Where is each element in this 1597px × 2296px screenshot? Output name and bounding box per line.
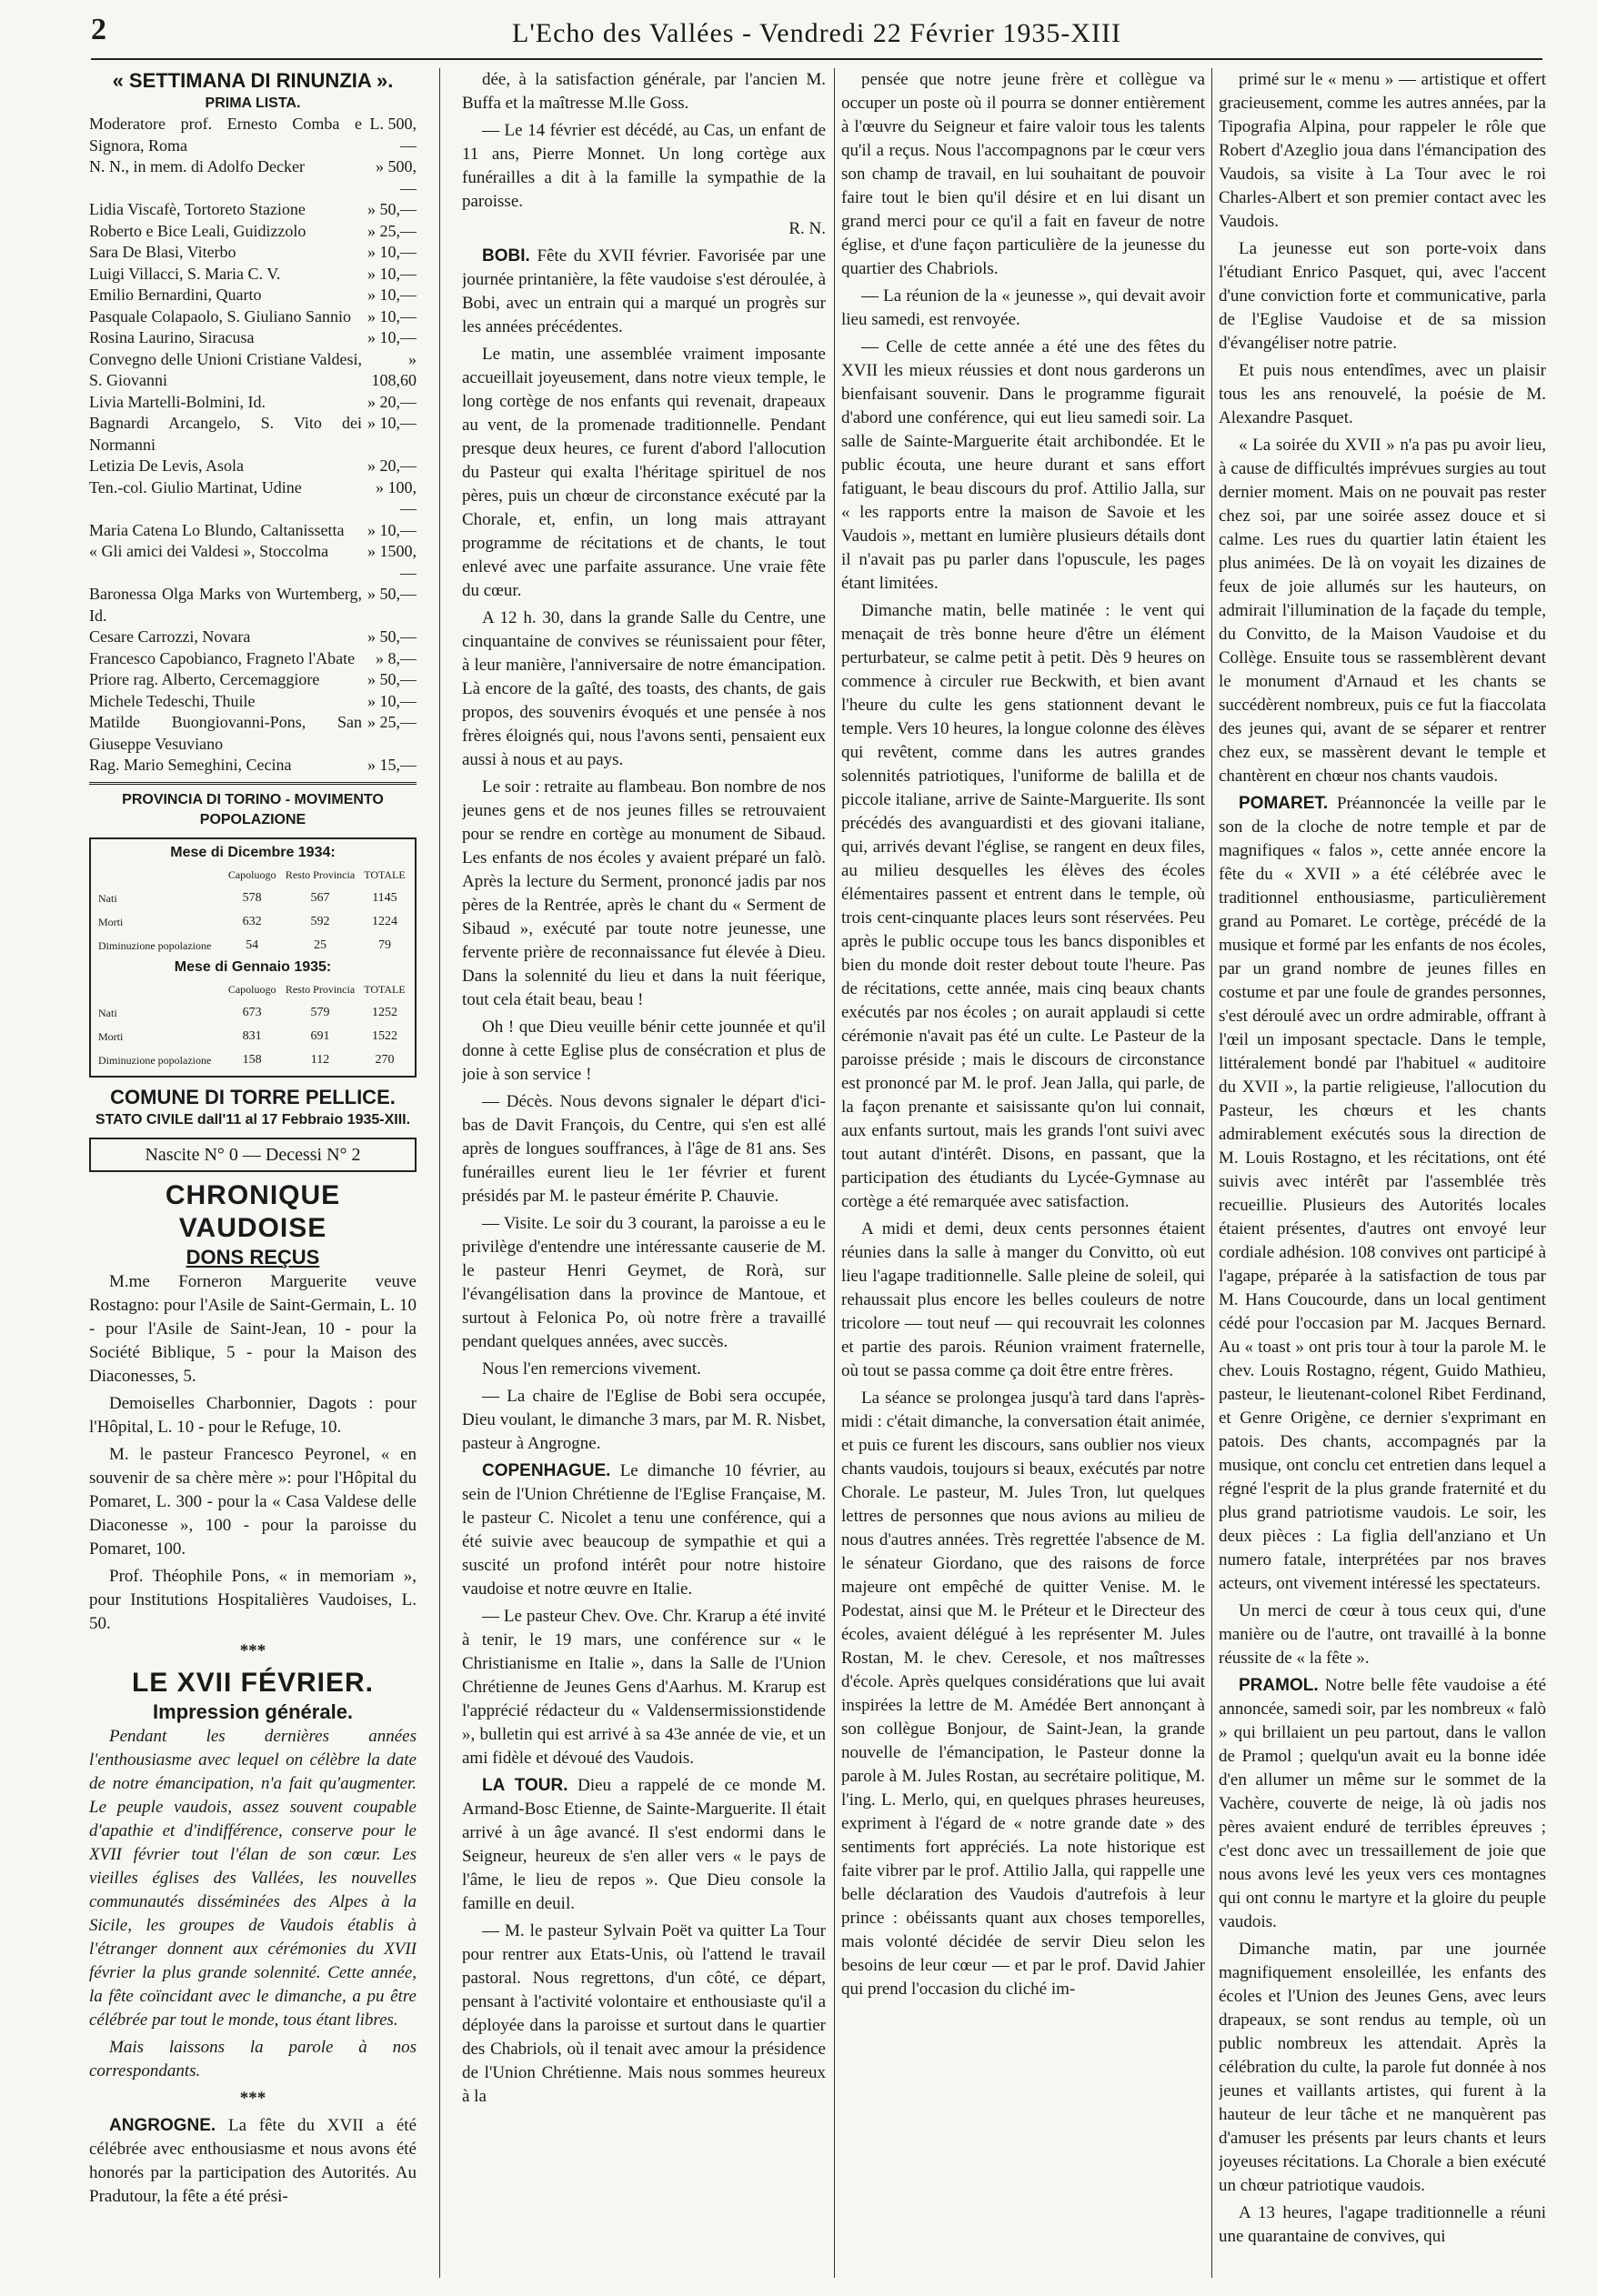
stats-cell: Nati xyxy=(98,1006,117,1019)
donation-row xyxy=(89,285,417,306)
stats-cell: 1145 xyxy=(372,890,397,905)
column-2 xyxy=(462,68,826,2278)
stats-header xyxy=(96,978,224,1001)
copen-first: Le dimanche 10 février, au sein de l'Union Chrétienne de l'Eglise Française, M. le pasteur C. Nicolet a tenu une conférence, qui a été suivie avec beaucoup de sympathie et qui a suscité un profond intérêt pour notre histoire vaudoise et notre œuvre en Italie. xyxy=(462,1461,826,1599)
latour-lead: LA TOUR. xyxy=(482,1776,568,1795)
donation-row xyxy=(89,584,417,627)
dons-paragraph: M.me Forneron Marguerite veuve Rostagno: pour l'Asile de Saint-Germain, L. 10 - pour l'Asile de Saint-Jean, 10 - pour la Société Biblique, 5 - pour la Maison des Diaconesses, 5. xyxy=(89,1271,417,1386)
donation-amount: » 10,— xyxy=(367,691,417,710)
bobi-paragraph: Oh ! que Dieu veuille bénir cette jounnée et qu'il donne à cette Eglise plus de consécration et plus de joie à son service ! xyxy=(462,1018,826,1084)
column-3-paragraph: pensée que notre jeune frère et collègue va occuper un poste où il pourra se donner entièrement à l'œuvre du Seigneur et faire valoir tous les talents qu'il a reçus. Nous l'accompagnons par le cœur vers son champ de travail, en lui souhaitant de pouvoir faire tout le bien qu'il désire et en lui disant un grand merci pour ce qu'il a fait en faveur de notre église, et d'une façon particulière de la jeunesse du quartier des Chabriols. xyxy=(841,70,1205,278)
nascite-box: Nascite N° 0 — Decessi N° 2 xyxy=(89,1138,417,1172)
bobi-paragraph: Nous l'en remercions vivement. xyxy=(482,1359,701,1379)
stats-header: TOTALE xyxy=(364,982,406,996)
column-2-intro xyxy=(462,68,826,241)
donation-row xyxy=(89,669,417,691)
donation-amount: » 8,— xyxy=(376,648,417,667)
donation-list xyxy=(89,114,417,777)
donor-name: Lidia Viscafè, Tortoreto Stazione xyxy=(89,200,306,218)
angrogne-paragraph xyxy=(89,2114,417,2209)
page-number: 2 xyxy=(91,13,106,46)
donor-name: Cesare Carrozzi, Novara xyxy=(89,627,251,646)
pomaret-second: Un merci de cœur à tous ceux qui, d'une manière ou de l'autre, ont travaillé à la bonne réussite de « la fête ». xyxy=(1219,1601,1546,1668)
stats-header: TOTALE xyxy=(364,867,406,881)
bobi-text xyxy=(462,343,826,1456)
stats-cell: 691 xyxy=(310,1028,330,1043)
stats-cell: 158 xyxy=(242,1052,262,1067)
mais-paragraph: Mais laissons la parole à nos correspondants. xyxy=(89,2037,417,2080)
column-3-paragraph: La séance se prolongea jusqu'à tard dans l'après-midi : c'était dimanche, la conversation était animée, et puis ce furent les discours, sans oublier nos vieux chants vaudois, toujours si beaux, exécutés par notre Chorale. Le pasteur, M. Jules Tron, lut quelques lettres de personnes que nous avions au milieu de nous d'autres années. Très regrettée l'absence de M. le sénateur Giordano, que des raisons de force majeure ont empêché de quitter Venise. M. le Podestat, ainsi que M. le Préteur et le Directeur des écoles, avaient délégué à les représenter M. Jules Rostan, M. le chev. Ceresole, et nos maîtresses d'école. Après quelques considérations que lui avait inspirées la lettre de M. Amédée Bert annonçant à son collègue Bonjour, de Saint-Jean, la grande nouvelle de l'émancipation, le Pasteur donne la parole à M. Jules Rostan, au secrétaire politique, M. l'ing. L. Merlo, qui, en quelques phrases heureuses, expriment à l'égard de « notre grande date » des sentiments fort appréciés. La note historique est faite vibrer par le prof. Attilio Jalla, qui rappelle une belle déclaration des Vaudois d'autrefois à leur prince : obéissants quant aux choses temporelles, mais volonté décidée de servir Dieu selon les besoins de leur cœur — et par le prof. David Jahier qui prend l'occasion du cliché im- xyxy=(841,1389,1205,1999)
donation-row xyxy=(89,264,417,286)
donor-name: Maria Catena Lo Blundo, Caltanissetta xyxy=(89,520,345,539)
donation-amount: » 25,— xyxy=(367,221,417,240)
donor-name: Convegno delle Unioni Cristiane Valdesi, S. Giovanni xyxy=(89,349,362,389)
stats-month-title: Mese di Dicembre 1934: xyxy=(170,844,336,860)
settimana-title: « SETTIMANA DI RINUNZIA ». xyxy=(112,69,394,92)
donation-amount: » 50,— xyxy=(367,585,417,603)
donor-name: Bagnardi Arcangelo, S. Vito dei Normanni xyxy=(89,414,362,454)
stats-cell: 79 xyxy=(377,937,391,952)
stats-cell: 54 xyxy=(246,937,259,952)
donor-name: Emilio Bernardini, Quarto xyxy=(89,286,262,304)
column-2-paragraph: dée, à la satisfaction générale, par l'ancien M. Buffa et la maîtresse M.lle Goss. xyxy=(462,70,826,113)
stats-cell: 632 xyxy=(242,914,262,928)
separator-stars: *** xyxy=(239,1640,266,1660)
donation-row xyxy=(89,755,417,777)
donation-amount: » 10,— xyxy=(367,286,417,304)
pramol-lead: PRAMOL. xyxy=(1239,1676,1319,1695)
stats-cell: 1522 xyxy=(371,1028,397,1043)
column-rule xyxy=(439,68,440,2278)
bobi-paragraph xyxy=(462,245,826,339)
donation-amount: » 50,— xyxy=(367,200,417,218)
donation-amount: » 25,— xyxy=(367,713,417,731)
donation-amount: » 50,— xyxy=(367,670,417,688)
copen-lead: COPENHAGUE. xyxy=(482,1461,611,1480)
pramol-first: Notre belle fête vaudoise a été annoncée, samedi soir, par les nombreux « falò » qui brillaient un peu partout, dans le vallon de Pramol ; quelqu'un avait eu la bonne idée d'en allumer un même sur le sommet de la Vachère, couverte de neige, là où jadis nos pères avaient enduré de terribles épreuves ; c'est donc avec un tressaillement de joie que nous avons levé les yeux vers ces montagnes qui ont connu le martyre et la gloire du peuple vaudois. xyxy=(1219,1676,1546,1931)
donor-name: Rosina Laurino, Siracusa xyxy=(89,328,255,346)
dons-text xyxy=(89,1270,417,1636)
donation-row xyxy=(89,221,417,243)
donor-name: N. N., in mem. di Adolfo Decker xyxy=(89,157,305,175)
stats-cell: 112 xyxy=(310,1052,330,1067)
donation-row xyxy=(89,327,417,349)
dons-paragraph: Demoiselles Charbonnier, Dagots : pour l'Hôpital, L. 10 - pour le Refuge, 10. xyxy=(89,1393,417,1437)
donor-name: Matilde Buongiovanni-Pons, San Giuseppe Vesuviano xyxy=(89,713,362,753)
column-2-paragraph: — Le 14 février est décédé, au Cas, un enfant de 11 ans, Pierre Monnet. Un long cortège aux funérailles a dit à la famille la sympathie de la paroisse. xyxy=(462,121,826,211)
bobi-paragraph: Le matin, une assemblée vraiment imposante accueillait joyeusement, dans notre vieux temple, le long cortège de nos enfants qui revenait, drapeaux au vent, de la promenade traditionnelle. Pendant presque deux heures, ce furent d'abord l'allocution du Pasteur qui exalta l'héritage spirituel de nos pères, puis un chœur de circonstance exécuté par la Chorale, et, enfin, un long mais attrayant programme de récitations et de chants, le tout enlevé avec une parfaite assurance. Une vraie fête du cœur. xyxy=(462,345,826,600)
donation-amount: » 10,— xyxy=(367,243,417,261)
donation-amount: » 50,— xyxy=(367,627,417,646)
column-rule xyxy=(834,68,835,2278)
chronique-title: CHRONIQUE VAUDOISE xyxy=(165,1179,341,1243)
donation-row xyxy=(89,306,417,328)
population-box xyxy=(89,837,417,1078)
provincia-title: PROVINCIA DI TORINO - MOVIMENTO POPOLAZIONE xyxy=(122,791,384,827)
donation-amount: » 10,— xyxy=(367,520,417,539)
stats-cell: 831 xyxy=(242,1028,262,1043)
donation-row xyxy=(89,456,417,477)
column-1 xyxy=(89,68,417,2278)
donation-row xyxy=(89,691,417,713)
donation-amount: » 10,— xyxy=(367,328,417,346)
angrogne-lead: ANGROGNE. xyxy=(109,2115,216,2135)
column-4-paragraph: « La soirée du XVII » n'a pas pu avoir lieu, à cause de difficultés imprévues surgies au tout dernier moment. Mais on ne pouvait pas rester chez soi, par une soirée assez douce et si calme. Les rues du quartier latin étaient les plus animées. De là on voyait les dizaines de feux de joie allumés sur les hauteurs, on admirait l'illumination de la façade du temple, du Convitto, de la Maison Vaudoise et du Collège. Ensuite tous se rassemblèrent devant le monument d'Arnaud et les chants se succédèrent nombreux, puis ce fut la fiaccolata des jeunes qui, avant de se séparer et rentrer chez eux, se massèrent devant le temple et chantèrent en chœur nos chants vaudois. xyxy=(1219,436,1546,786)
column-3-paragraph: — La réunion de la « jeunesse », qui devait avoir lieu samedi, est renvoyée. xyxy=(841,286,1205,329)
donation-amount: » 108,60 xyxy=(371,349,417,389)
donation-amount: » 20,— xyxy=(367,456,417,475)
donation-row xyxy=(89,477,417,520)
column-4-paragraph: Et puis nous entendîmes, avec un plaisir tous les ans renouvelé, la poésie de M. Alexandre Pasquet. xyxy=(1219,361,1546,427)
donation-row xyxy=(89,392,417,414)
stats-header: Resto Provincia xyxy=(285,867,356,881)
column-4-intro xyxy=(1219,68,1546,788)
donation-row xyxy=(89,627,417,648)
stats-cell: 592 xyxy=(310,914,330,928)
pomaret-paragraph xyxy=(1219,792,1546,1596)
donation-row xyxy=(89,114,417,156)
donation-amount: » 500,— xyxy=(376,157,417,197)
stats-cell: 567 xyxy=(310,890,330,905)
masthead-title: L'Echo des Vallées - Vendredi 22 Février 1935-XIII xyxy=(512,18,1121,48)
donor-name: Pasquale Colapaolo, S. Giuliano Sannio xyxy=(89,306,351,326)
donation-amount: » 10,— xyxy=(367,306,417,326)
donor-name: Moderatore prof. Ernesto Comba e Signora, Roma xyxy=(89,115,362,155)
column-2-paragraph: R. N. xyxy=(788,219,826,238)
column-4-paragraph: La jeunesse eut son porte-voix dans l'étudiant Enrico Pasquet, qui, avec l'accent d'une conviction forte et communicative, parla de l'Eglise Vaudoise et de sa mission d'évangéliser notre patrie. xyxy=(1219,239,1546,353)
latour-second: — M. le pasteur Sylvain Poët va quitter La Tour pour rentrer aux Etats-Unis, où l'attend le travail pastoral. Nous regrettons, d'un côté, ce départ, pensant à l'activité volontaire et enthousiaste qu'il a déployée dans la paroisse et surtout dans le quartier des Chabriols, où il tenait avec amour la présidence de l'Union Chrétienne. Mais nous sommes heureux à la xyxy=(462,1921,826,2106)
donor-name: Luigi Villacci, S. Maria C. V. xyxy=(89,264,281,283)
stats-month-title: Mese di Gennaio 1935: xyxy=(174,958,332,975)
donor-name: Letizia De Levis, Asola xyxy=(89,456,244,475)
column-3-paragraph: Dimanche matin, belle matinée : le vent qui menaçait de très bonne heure d'être un élément perturbateur, se calme petit à petit. Dès 9 heures on commence à circuler rue Beckwith, et bien avant l'heure du culte les gens stationnent devant le temple. Vers 10 heures, la longue colonne des élèves qui revêtent, comme dans les autres grandes solennités patriotiques, l'uniforme de balilla et de piccole italiane, arrive de Sainte-Marguerite. Ils sont précédés des avanguardisti et des giovani italiane, qui, arrivés devant l'église, se rangent en deux files, au milieu desquelles les élèves des écoles élémentaires passent et entrent dans le temple, où trois cent-cinquante places leurs sont réservées. Peu après le public occupe tous les bancs disponibles et bien du monde doit rester debout toute l'heure. Pas de récitations, cette année, mais cinq beaux chants exécutés par nos écoles ; on aurait applaudi si cette cérémonie n'avait pas été un culte. Le Pasteur de la paroisse préside ; mais le discours de circonstance est prononcé par M. le prof. Jean Jalla, qui parle, de la façon prenante et saisissante qu'on lui connait, aux enfants surtout, mais les grands l'ont suivi avec tout autant d'intérêt. Disons, en passant, que la participation des étudiants du Lycée-Gymnase au cortège a été remarquée avec satisfaction. xyxy=(841,601,1205,1211)
donation-amount: » 1500,— xyxy=(367,542,417,582)
stato-civile: STATO CIVILE dall'11 al 17 Febbraio 1935-XIII. xyxy=(95,1111,411,1128)
donor-name: Michele Tedeschi, Thuile xyxy=(89,691,256,710)
prima-lista: PRIMA LISTA. xyxy=(205,95,301,111)
donation-amount: » 100,— xyxy=(376,477,417,517)
xvii-paragraph: Pendant les dernières années l'enthousiasme avec lequel on célèbre la date de notre émancipation, n'a fait qu'augmenter. Le peuple vaudois, assez souvent coupable d'apathie et d'indifférence, conserve pour le XVII février tout l'élan de son cœur. Les vieilles églises des Vallées, les nouvelles communautés disséminées des Alpes à la Sicile, les groupes de Vaudois établis à l'étranger donnent aux cérémonies du XVII février la plus grande solennité. Cette année, la fête coïncidant avec le dimanche, a pu être célébrée par tout le monde, tous étant libres. xyxy=(89,1726,417,2030)
latour-first: Dieu a rappelé de ce monde M. Armand-Bosc Etienne, de Sainte-Marguerite. Il était arrivé à un âge avancé. Il s'est endormi dans le Seigneur, heureux de s'en aller vers « le pays de l'âme, le lieu de repos ». Que Dieu console la famille en deuil. xyxy=(462,1776,826,1913)
column-4 xyxy=(1219,68,1546,2278)
donation-amount: L. 500,— xyxy=(369,115,417,155)
donation-row xyxy=(89,541,417,584)
impression-title: Impression générale. xyxy=(152,1699,354,1723)
bobi-paragraph: Le soir : retraite au flambeau. Bon nombre de nos jeunes gens et de nos jeunes filles se retrouvaient pour se rendre en cortège au monument de Sibaud. Les enfants de nos écoles y avaient préparé un falò. Après la lecture du Serment, prononcé jadis par nos pères de la Rentrée, après le chant du « Serment de Sibaud », exécuté par toute notre jeunesse, une fervente prière de reconnaissance fut élevée à Dieu. Dans la solennité du lieu et dans la nuit féerique, tout cela était beau, beau ! xyxy=(462,777,826,1009)
donor-name: Rag. Mario Semeghini, Cecina xyxy=(89,756,292,774)
pomaret-lead: POMARET. xyxy=(1239,794,1329,813)
copen-paragraph xyxy=(462,1459,826,1601)
donor-name: Baronessa Olga Marks von Wurtemberg, Id. xyxy=(89,585,362,625)
separator-stars: *** xyxy=(239,2088,266,2108)
column-4-paragraph: primé sur le « menu » — artistique et offert gracieusement, comme les autres années, par la Tipografia Alpina, pour rappeler le rôle que Robert d'Azeglio joua dans l'émancipation des Vaudois, sa visite à La Tour avec le roi Charles-Albert et son premier contact avec les Vaudois. xyxy=(1219,70,1546,231)
stats-cell: 579 xyxy=(310,1005,330,1019)
stats-cell: 1224 xyxy=(371,914,397,928)
donation-row xyxy=(89,199,417,221)
donor-name: Francesco Capobianco, Fragneto l'Abate xyxy=(89,648,356,667)
donor-name: Ten.-col. Giulio Martinat, Udine xyxy=(89,477,302,496)
stats-header xyxy=(96,863,224,887)
column-rule xyxy=(1211,68,1212,2278)
copen-second: — Le pasteur Chev. Ove. Chr. Krarup a été invité à tenir, le 19 mars, une conférence sur « le Christianisme en Italie », dans la Salle de l'Union Chrétienne de Jeunes Gens d'Aarhus. M. Krarup est l'apprécié rédacteur du « Valdensermissionstidende », bulletin qui est arrivé à sa 43e année de vie, et un ami fidèle et dévoué des Vaudois. xyxy=(462,1607,826,1768)
divider xyxy=(89,782,417,785)
donation-row xyxy=(89,156,417,199)
donation-amount: » 15,— xyxy=(367,756,417,774)
stats-cell: Diminuzione popolazione xyxy=(98,1053,212,1067)
column-3-paragraph: — Celle de cette année a été une des fêtes du XVII les mieux réussies et dont nous garderons un bienfaisant souvenir. Dans le programme figurait d'abord une conférence, qui eut lieu samedi soir. La salle de Sainte-Marguerite était archibondée. Et le public écouta, une heure durant et sans effort fatiguant, le beau discours du prof. Attilio Jalla, sur « les rapports entre la maison de Savoie et les Vaudois », mettant en lumière plusieurs détails dont il n'avait pas pu parler dans l'opuscule, les pages étant limitées. xyxy=(841,337,1205,593)
pomaret-first: Préannoncée la veille par le son de la cloche de notre temple et par de magnifiques « falos », cette année encore la fête du « XVII » a été célébrée avec le traditionnel enthousiasme, particulièrement grand au Pomaret. Le cortège, précédé de la musique et formé par les enfants de nos écoles, par un grand nombre de jeunes filles en costume et par une foule de grandes personnes, s'est déroulé avec un ordre admirable, offrant à l'œil un imposant spectacle. Dans le temple, littéralement bondé par l'habituel « auditoire du XVII », la partie religieuse, l'allocution du Pasteur, les chœurs et les chants admirablement exécutés sous la direction de M. Louis Rostagno, et les récitations, ont été suivis avec intérêt par l'assemblée très recueillie. Plusieurs des Autorités locales étaient présentes, d'autres ont envoyé leur cordiale adhésion. 108 convives ont participé à l'agape, préparée à la satisfaction de tous par M. Hans Coucourde, dans un local gentiment cédé pour l'occasion par M. Jacques Bernard. Au « toast » ont pris tour à tour la parole M. le chev. Louis Rostagno, régent, Guido Mathieu, pasteur, le lieutenant-colonel Ribet Ferdinand, et Genre Origène, ce dernier s'exprimant en patois. Des chants, accompagnés par la musique, ont conclu cet entretien dans lequel a régné l'esprit de la plus grande fraternité et du plus grand patriotisme vaudois. Le soir, les deux pièces : La figlia dell'anziano et Un numero fatale, interprétées par nos braves acteurs, ont vivement intéressé les spectateurs. xyxy=(1219,794,1546,1593)
donation-row xyxy=(89,242,417,264)
donor-name: Sara De Blasi, Viterbo xyxy=(89,243,236,261)
donation-row xyxy=(89,413,417,456)
donation-row xyxy=(89,648,417,670)
stats-header: Capoluogo xyxy=(227,982,276,996)
bobi-paragraph: — Décès. Nous devons signaler le départ d'ici-bas de Davit François, du Centre, qui s'en est allé après de longues souffrances, à l'âge de 81 ans. Ses funérailles eurent lieu le 1er février et furent présidés par M. le pasteur émérite P. Chauvie. xyxy=(462,1092,826,1206)
donation-amount: » 10,— xyxy=(367,264,417,283)
stats-cell: 578 xyxy=(242,890,262,905)
column-3 xyxy=(841,68,1205,2278)
dons-paragraph: Prof. Théophile Pons, « in memoriam », pour Institutions Hospitalières Vaudoises, L. 50. xyxy=(89,1566,417,1633)
bobi-lead: BOBI. xyxy=(482,246,530,266)
stats-cell: 270 xyxy=(375,1052,395,1067)
stats-cell: Nati xyxy=(98,891,117,905)
stats-table xyxy=(96,978,409,1072)
angrogne-text: La fête du XVII a été célébrée avec enthousiasme et nous avons été honorés par la participation des Autorités. Au Pradutour, la fête a été prési- xyxy=(89,2115,417,2206)
pramol-third: A 13 heures, l'agape traditionnelle a réuni une quarantaine de convives, qui xyxy=(1219,2203,1546,2246)
dons-paragraph: M. le pasteur Francesco Peyronel, « en souvenir de sa chère mère »: pour l'Hôpital du Pomaret, L. 300 - pour la « Casa Valdese delle Diaconesse », 100 - pour la paroisse du Pomaret, 100. xyxy=(89,1444,417,1559)
stats-cell: Diminuzione popolazione xyxy=(98,938,212,952)
donation-row xyxy=(89,712,417,755)
pramol-paragraph xyxy=(1219,1674,1546,1934)
bobi-first: Fête du XVII février. Favorisée par une journée printanière, la fête vaudoise s'est déroulée, à Bobi, avec un entrain qui a marqué un progrès sur les années précédentes. xyxy=(462,246,826,336)
donor-name: « Gli amici dei Valdesi », Stoccolma xyxy=(89,542,329,560)
bobi-paragraph: — Visite. Le soir du 3 courant, la paroisse a eu le privilège d'entendre une intéressante causerie de M. le pasteur Henri Geymet, de Rorà, sur l'évangélisation dans la province de Mantoue, et surtout à Felonica Po, où notre frère a travaillé pendant quelques années, avec succès. xyxy=(462,1214,826,1351)
donor-name: Roberto e Bice Leali, Guidizzolo xyxy=(89,221,306,240)
xvii-title: LE XVII FÉVRIER. xyxy=(131,1667,375,1698)
stats-cell: 673 xyxy=(242,1005,262,1019)
donation-amount: » 20,— xyxy=(367,392,417,411)
dons-title: DONS REÇUS xyxy=(186,1245,320,1268)
stats-header: Capoluogo xyxy=(227,867,276,881)
masthead xyxy=(91,13,1542,60)
bobi-paragraph: — La chaire de l'Eglise de Bobi sera occupée, Dieu voulant, le dimanche 3 mars, par M. R. Nisbet, pasteur à Angrogne. xyxy=(462,1387,826,1453)
donor-name: Livia Martelli-Bolmini, Id. xyxy=(89,392,266,411)
bobi-paragraph: A 12 h. 30, dans la grande Salle du Centre, une cinquantaine de convives se réunissaient pour fêter, à leur manière, l'anniversaire de notre émancipation. Là encore de la gaîté, des toasts, des chants, de gais propos, des souvenirs évoqués et une pensée à nos frères éloignés qui, nous l'avons senti, pensaient eux aussi à nous et au pays. xyxy=(462,608,826,769)
stats-cell: Morti xyxy=(98,1029,124,1043)
latour-paragraph xyxy=(462,1774,826,1916)
donation-amount: » 10,— xyxy=(367,414,417,432)
column-3-paragraph: A midi et demi, deux cents personnes étaient réunies dans la salle à manger du Convitto, où eut lieu l'agape traditionnelle. Salle pleine de soleil, qui rehaussait plus encore les belles couleurs de notre tricolore — tout neuf — qui recouvrait les colonnes et partie des parois. Réunion vraiment fraternelle, où tout se passa comme ça doit être entre frères. xyxy=(841,1219,1205,1380)
pramol-second: Dimanche matin, par une journée magnifiquement ensoleillée, les enfants des écoles et l'Union des Jeunes Gens, avec leurs drapeaux, se sont rendus au temple, où un public nombreux les attendait. Après la célébration du culte, la parole fut donnée à nos jeunes et vaillants artistes, qui furent à la hauteur de leur tâche et ne manquèrent pas d'amuser les présents par leurs chants et leurs joyeuses récitations. La Chorale a bien exécuté un chœur patriotique vaudois. xyxy=(1219,1940,1546,2195)
stats-table xyxy=(96,863,409,958)
stats-header: Resto Provincia xyxy=(285,982,356,996)
stats-cell: 25 xyxy=(314,937,326,952)
stats-cell: 1252 xyxy=(371,1005,397,1019)
donor-name: Priore rag. Alberto, Cercemaggiore xyxy=(89,670,320,688)
comune-title: COMUNE DI TORRE PELLICE. xyxy=(110,1085,396,1108)
donation-row xyxy=(89,349,417,392)
donation-row xyxy=(89,520,417,542)
stats-cell: Morti xyxy=(98,915,124,928)
